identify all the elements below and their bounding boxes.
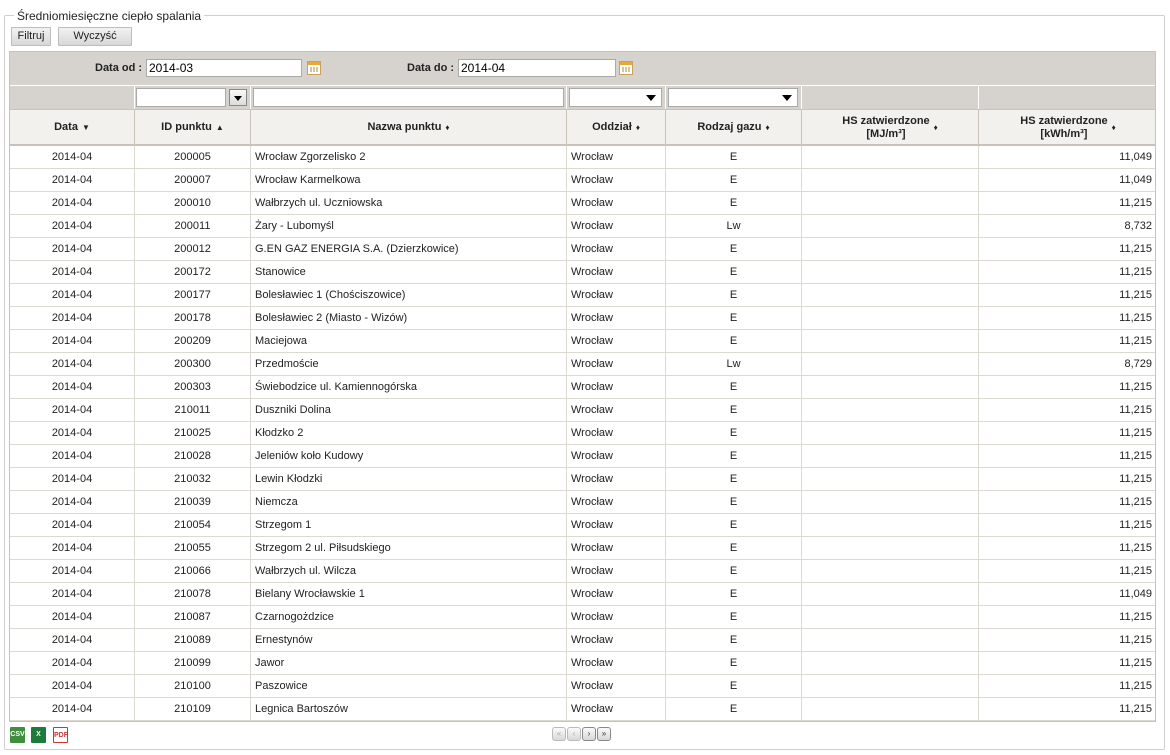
cell-hs-mj (802, 238, 979, 260)
cell-branch: Wrocław (567, 422, 666, 444)
cell-name: Bielany Wrocławskie 1 (251, 583, 567, 605)
table-row[interactable] (10, 284, 1155, 307)
cell-id: 200303 (135, 376, 251, 398)
cell-gas-type: E (666, 284, 802, 306)
cell-date: 2014-04 (10, 353, 135, 375)
cell-gas-type: E (666, 261, 802, 283)
table-row[interactable] (10, 353, 1155, 376)
cell-hs-kwh: 11,215 (1119, 542, 1152, 554)
cell-name: Świebodzice ul. Kamiennogórska (251, 376, 567, 398)
cell-id: 210078 (135, 583, 251, 605)
cell-id: 200011 (135, 215, 251, 237)
excel-export-icon[interactable]: X (31, 727, 46, 743)
cell-date: 2014-04 (10, 560, 135, 582)
cell-gas-type: E (666, 445, 802, 467)
cell-date: 2014-04 (10, 192, 135, 214)
cell-hs-mj (802, 422, 979, 444)
column-header-id[interactable]: ID punktu ▲ (135, 110, 251, 145)
cell-hs-kwh: 11,215 (1119, 496, 1152, 508)
cell-hs-kwh: 11,215 (1119, 427, 1152, 439)
cell-hs-kwh: 8,732 (1124, 220, 1152, 232)
column-header-hs-mj[interactable]: HS zatwierdzone [MJ/m³] ♦ (802, 110, 979, 145)
cell-name: Żary - Lubomyśl (251, 215, 567, 237)
cell-branch: Wrocław (567, 629, 666, 651)
cell-hs-mj (802, 169, 979, 191)
cell-id: 200005 (135, 146, 251, 168)
table-row[interactable] (10, 445, 1155, 468)
cell-gas-type: Lw (666, 215, 802, 237)
table-row[interactable] (10, 146, 1155, 169)
cell-date: 2014-04 (10, 537, 135, 559)
cell-name: Wrocław Zgorzelisko 2 (251, 146, 567, 168)
prev-page-button[interactable]: ‹ (567, 727, 581, 741)
cell-gas-type: E (666, 675, 802, 697)
column-filter-row (10, 85, 1155, 109)
cell-date: 2014-04 (10, 468, 135, 490)
pdf-export-icon[interactable]: PDF (53, 727, 68, 743)
cell-hs-kwh: 11,215 (1119, 266, 1152, 278)
cell-name: Stanowice (251, 261, 567, 283)
next-page-button[interactable]: › (582, 727, 596, 741)
cell-branch: Wrocław (567, 307, 666, 329)
column-header-name[interactable]: Nazwa punktu ♦ (251, 110, 567, 145)
cell-date: 2014-04 (10, 307, 135, 329)
cell-branch: Wrocław (567, 353, 666, 375)
cell-id: 210039 (135, 491, 251, 513)
cell-hs-kwh: 8,729 (1124, 358, 1152, 370)
chevron-down-icon (646, 95, 656, 101)
column-header-hs-kwh[interactable]: HS zatwierdzone [kWh/m³] ♦ (1020, 114, 1116, 140)
cell-name: Ernestynów (251, 629, 567, 651)
date-to-label: Data do : (407, 62, 455, 74)
cell-hs-kwh: 11,215 (1119, 703, 1152, 715)
date-filter-row (10, 52, 1155, 85)
cell-id: 200177 (135, 284, 251, 306)
cell-date: 2014-04 (10, 652, 135, 674)
id-filter-dropdown-button[interactable] (229, 89, 247, 106)
cell-hs-kwh: 11,215 (1119, 335, 1152, 347)
csv-export-icon[interactable]: CSV (10, 727, 25, 743)
cell-gas-type: E (666, 652, 802, 674)
cell-hs-mj (802, 560, 979, 582)
cell-date: 2014-04 (10, 399, 135, 421)
date-from-label: Data od : (95, 62, 143, 74)
cell-hs-kwh: 11,049 (1119, 588, 1152, 600)
sort-icon: ♦ (635, 123, 640, 132)
table-row[interactable] (10, 652, 1155, 675)
cell-gas-type: Lw (666, 353, 802, 375)
cell-id: 200010 (135, 192, 251, 214)
cell-hs-mj (802, 583, 979, 605)
name-filter-input[interactable] (253, 88, 564, 107)
cell-branch: Wrocław (567, 146, 666, 168)
cell-name: Maciejowa (251, 330, 567, 352)
cell-hs-kwh: 11,215 (1119, 381, 1152, 393)
cell-date: 2014-04 (10, 491, 135, 513)
sort-icon: ♦ (933, 123, 938, 132)
cell-date: 2014-04 (10, 629, 135, 651)
cell-gas-type: E (666, 169, 802, 191)
cell-name: G.EN GAZ ENERGIA S.A. (Dzierzkowice) (251, 238, 567, 260)
cell-branch: Wrocław (567, 514, 666, 536)
cell-date: 2014-04 (10, 698, 135, 720)
cell-hs-mj (802, 514, 979, 536)
cell-branch: Wrocław (567, 698, 666, 720)
cell-id: 200209 (135, 330, 251, 352)
cell-branch: Wrocław (567, 376, 666, 398)
cell-name: Wałbrzych ul. Wilcza (251, 560, 567, 582)
cell-branch: Wrocław (567, 652, 666, 674)
table-row[interactable] (10, 192, 1155, 215)
table-row[interactable] (10, 330, 1155, 353)
last-page-button[interactable]: » (597, 727, 611, 741)
cell-branch: Wrocław (567, 238, 666, 260)
cell-gas-type: E (666, 146, 802, 168)
table-row[interactable] (10, 606, 1155, 629)
cell-branch: Wrocław (567, 675, 666, 697)
cell-date: 2014-04 (10, 215, 135, 237)
cell-date: 2014-04 (10, 284, 135, 306)
cell-hs-kwh: 11,215 (1119, 680, 1152, 692)
cell-hs-kwh: 11,215 (1119, 197, 1152, 209)
cell-id: 210025 (135, 422, 251, 444)
cell-id: 210028 (135, 445, 251, 467)
cell-name: Lewin Kłodzki (251, 468, 567, 490)
cell-name: Czarnogożdzice (251, 606, 567, 628)
cell-gas-type: E (666, 330, 802, 352)
table-row[interactable] (10, 169, 1155, 192)
table-row[interactable] (10, 675, 1155, 698)
cell-gas-type: E (666, 399, 802, 421)
cell-hs-kwh: 11,215 (1119, 312, 1152, 324)
table-row[interactable] (10, 307, 1155, 330)
cell-date: 2014-04 (10, 376, 135, 398)
table-row[interactable] (10, 422, 1155, 445)
cell-id: 200172 (135, 261, 251, 283)
cell-branch: Wrocław (567, 491, 666, 513)
filter-button[interactable]: Filtruj (11, 27, 51, 46)
cell-date: 2014-04 (10, 514, 135, 536)
table-row[interactable] (10, 537, 1155, 560)
first-page-button[interactable]: « (552, 727, 566, 741)
cell-hs-mj (802, 468, 979, 490)
cell-hs-kwh: 11,215 (1119, 450, 1152, 462)
cell-id: 210109 (135, 698, 251, 720)
cell-hs-mj (802, 537, 979, 559)
cell-hs-kwh: 11,215 (1119, 289, 1152, 301)
cell-hs-mj (802, 491, 979, 513)
cell-hs-mj (802, 629, 979, 651)
table-body (10, 146, 1155, 721)
cell-name: Kłodzko 2 (251, 422, 567, 444)
cell-gas-type: E (666, 560, 802, 582)
cell-date: 2014-04 (10, 261, 135, 283)
cell-hs-kwh: 11,049 (1119, 174, 1152, 186)
cell-gas-type: E (666, 192, 802, 214)
cell-branch: Wrocław (567, 468, 666, 490)
cell-hs-kwh: 11,215 (1119, 565, 1152, 577)
column-header-gas-type[interactable]: Rodzaj gazu ♦ (666, 110, 802, 145)
cell-branch: Wrocław (567, 537, 666, 559)
cell-hs-mj (802, 606, 979, 628)
cell-date: 2014-04 (10, 146, 135, 168)
sort-icon: ♦ (765, 123, 770, 132)
data-grid (9, 51, 1156, 722)
cell-date: 2014-04 (10, 238, 135, 260)
cell-branch: Wrocław (567, 445, 666, 467)
cell-id: 210032 (135, 468, 251, 490)
cell-branch: Wrocław (567, 261, 666, 283)
header-row (10, 109, 1155, 146)
cell-name: Wałbrzych ul. Uczniowska (251, 192, 567, 214)
cell-name: Strzegom 1 (251, 514, 567, 536)
cell-hs-mj (802, 445, 979, 467)
panel-title: Średniomiesięczne ciepło spalania (14, 9, 204, 23)
cell-date: 2014-04 (10, 330, 135, 352)
cell-branch: Wrocław (567, 606, 666, 628)
cell-gas-type: E (666, 307, 802, 329)
cell-id: 200012 (135, 238, 251, 260)
cell-hs-mj (802, 330, 979, 352)
cell-name: Legnica Bartoszów (251, 698, 567, 720)
cell-hs-mj (802, 261, 979, 283)
cell-date: 2014-04 (10, 675, 135, 697)
date-from-input[interactable] (146, 59, 302, 77)
cell-id: 210054 (135, 514, 251, 536)
table-row[interactable] (10, 468, 1155, 491)
cell-gas-type: E (666, 238, 802, 260)
cell-date: 2014-04 (10, 422, 135, 444)
column-header-branch[interactable]: Oddział ♦ (567, 110, 666, 145)
cell-hs-mj (802, 675, 979, 697)
table-row[interactable] (10, 491, 1155, 514)
cell-date: 2014-04 (10, 169, 135, 191)
cell-hs-mj (802, 353, 979, 375)
cell-date: 2014-04 (10, 606, 135, 628)
cell-hs-kwh: 11,215 (1119, 634, 1152, 646)
cell-hs-kwh: 11,215 (1119, 611, 1152, 623)
table-row[interactable] (10, 399, 1155, 422)
cell-hs-mj (802, 652, 979, 674)
cell-gas-type: E (666, 583, 802, 605)
id-filter-input[interactable] (136, 88, 226, 107)
column-header-date[interactable]: Data ▼ (10, 110, 135, 145)
cell-gas-type: E (666, 606, 802, 628)
cell-gas-type: E (666, 537, 802, 559)
cell-hs-mj (802, 215, 979, 237)
cell-hs-kwh: 11,049 (1119, 151, 1152, 163)
cell-gas-type: E (666, 468, 802, 490)
cell-hs-mj (802, 146, 979, 168)
cell-name: Niemcza (251, 491, 567, 513)
table-row[interactable] (10, 583, 1155, 606)
cell-name: Jeleniów koło Kudowy (251, 445, 567, 467)
cell-branch: Wrocław (567, 169, 666, 191)
cell-id: 210087 (135, 606, 251, 628)
clear-button[interactable]: Wyczyść (58, 27, 132, 46)
table-row[interactable] (10, 514, 1155, 537)
cell-gas-type: E (666, 514, 802, 536)
sort-asc-icon: ▲ (215, 123, 224, 132)
cell-hs-mj (802, 698, 979, 720)
cell-branch: Wrocław (567, 560, 666, 582)
table-row[interactable] (10, 238, 1155, 261)
cell-id: 210066 (135, 560, 251, 582)
cell-hs-kwh: 11,215 (1119, 657, 1152, 669)
sort-icon: ♦ (445, 123, 450, 132)
sort-icon: ♦ (1111, 123, 1116, 132)
table-row[interactable] (10, 629, 1155, 652)
chevron-down-icon (782, 95, 792, 101)
cell-gas-type: E (666, 422, 802, 444)
cell-gas-type: E (666, 698, 802, 720)
calendar-icon[interactable] (619, 61, 633, 75)
cell-hs-kwh: 11,215 (1119, 519, 1152, 531)
cell-hs-mj (802, 376, 979, 398)
cell-name: Bolesławiec 2 (Miasto - Wizów) (251, 307, 567, 329)
cell-hs-mj (802, 192, 979, 214)
cell-id: 210100 (135, 675, 251, 697)
cell-branch: Wrocław (567, 215, 666, 237)
cell-hs-mj (802, 284, 979, 306)
cell-name: Wrocław Karmelkowa (251, 169, 567, 191)
table-row[interactable] (10, 698, 1155, 721)
cell-id: 210089 (135, 629, 251, 651)
sort-desc-icon: ▼ (81, 123, 90, 132)
cell-branch: Wrocław (567, 284, 666, 306)
cell-hs-mj (802, 399, 979, 421)
cell-id: 200178 (135, 307, 251, 329)
date-to-input[interactable] (458, 59, 616, 77)
cell-hs-kwh: 11,215 (1119, 243, 1152, 255)
table-row[interactable] (10, 261, 1155, 284)
cell-gas-type: E (666, 376, 802, 398)
cell-branch: Wrocław (567, 399, 666, 421)
table-row[interactable] (10, 215, 1155, 238)
table-row[interactable] (10, 376, 1155, 399)
calendar-icon[interactable] (307, 61, 321, 75)
cell-name: Jawor (251, 652, 567, 674)
cell-id: 210055 (135, 537, 251, 559)
cell-hs-kwh: 11,215 (1119, 404, 1152, 416)
cell-hs-mj (802, 307, 979, 329)
cell-id: 200007 (135, 169, 251, 191)
cell-name: Bolesławiec 1 (Chościszowice) (251, 284, 567, 306)
branch-filter-select[interactable] (569, 88, 662, 107)
cell-gas-type: E (666, 629, 802, 651)
cell-name: Paszowice (251, 675, 567, 697)
cell-id: 210099 (135, 652, 251, 674)
gas-type-filter-select[interactable] (668, 88, 798, 107)
cell-id: 210011 (135, 399, 251, 421)
cell-name: Duszniki Dolina (251, 399, 567, 421)
cell-branch: Wrocław (567, 192, 666, 214)
cell-name: Strzegom 2 ul. Piłsudskiego (251, 537, 567, 559)
cell-branch: Wrocław (567, 330, 666, 352)
cell-date: 2014-04 (10, 445, 135, 467)
table-row[interactable] (10, 560, 1155, 583)
cell-gas-type: E (666, 491, 802, 513)
cell-hs-kwh: 11,215 (1119, 473, 1152, 485)
cell-name: Przedmoście (251, 353, 567, 375)
cell-date: 2014-04 (10, 583, 135, 605)
cell-branch: Wrocław (567, 583, 666, 605)
cell-id: 200300 (135, 353, 251, 375)
